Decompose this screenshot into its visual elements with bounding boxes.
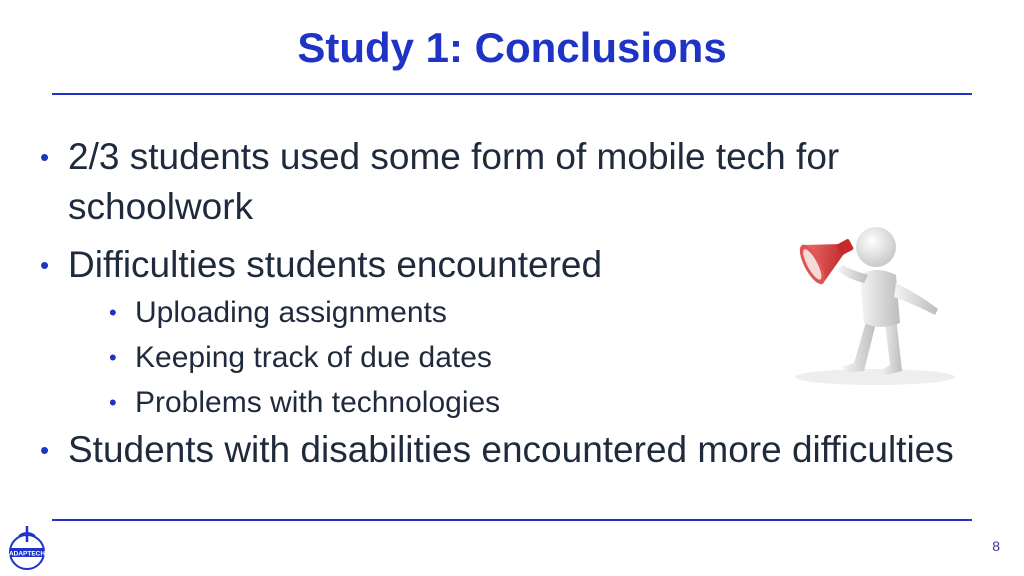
bullet-dot-icon: •: [40, 142, 50, 172]
bullet-item: [36, 425, 1006, 475]
slide-title: Study 1: Conclusions: [297, 24, 727, 71]
title-divider: [52, 93, 972, 95]
sub-bullet-text: Problems with technologies: [135, 386, 501, 419]
bullet-dot-icon: •: [40, 250, 50, 280]
bullet-dot-icon: •: [109, 300, 117, 325]
bullet-text: 2/3 students used some form of mobile tech for schoolwork: [68, 136, 840, 227]
megaphone-figure-icon: [780, 205, 970, 390]
adaptech-logo-icon: [6, 522, 48, 572]
bullet-dot-icon: •: [109, 390, 117, 415]
sub-bullet-text: Keeping track of due dates: [135, 341, 492, 374]
sub-bullet-text: Uploading assignments: [135, 296, 447, 329]
logo-text: ADAPTECH: [8, 550, 46, 558]
footer-divider: [52, 519, 972, 521]
bullet-text: Difficulties students encountered: [68, 244, 603, 285]
bullet-dot-icon: •: [40, 435, 50, 465]
bullet-text: Students with disabilities encountered more difficulties: [68, 429, 954, 470]
page-number: 8: [992, 538, 1000, 554]
bullet-dot-icon: •: [109, 345, 117, 370]
